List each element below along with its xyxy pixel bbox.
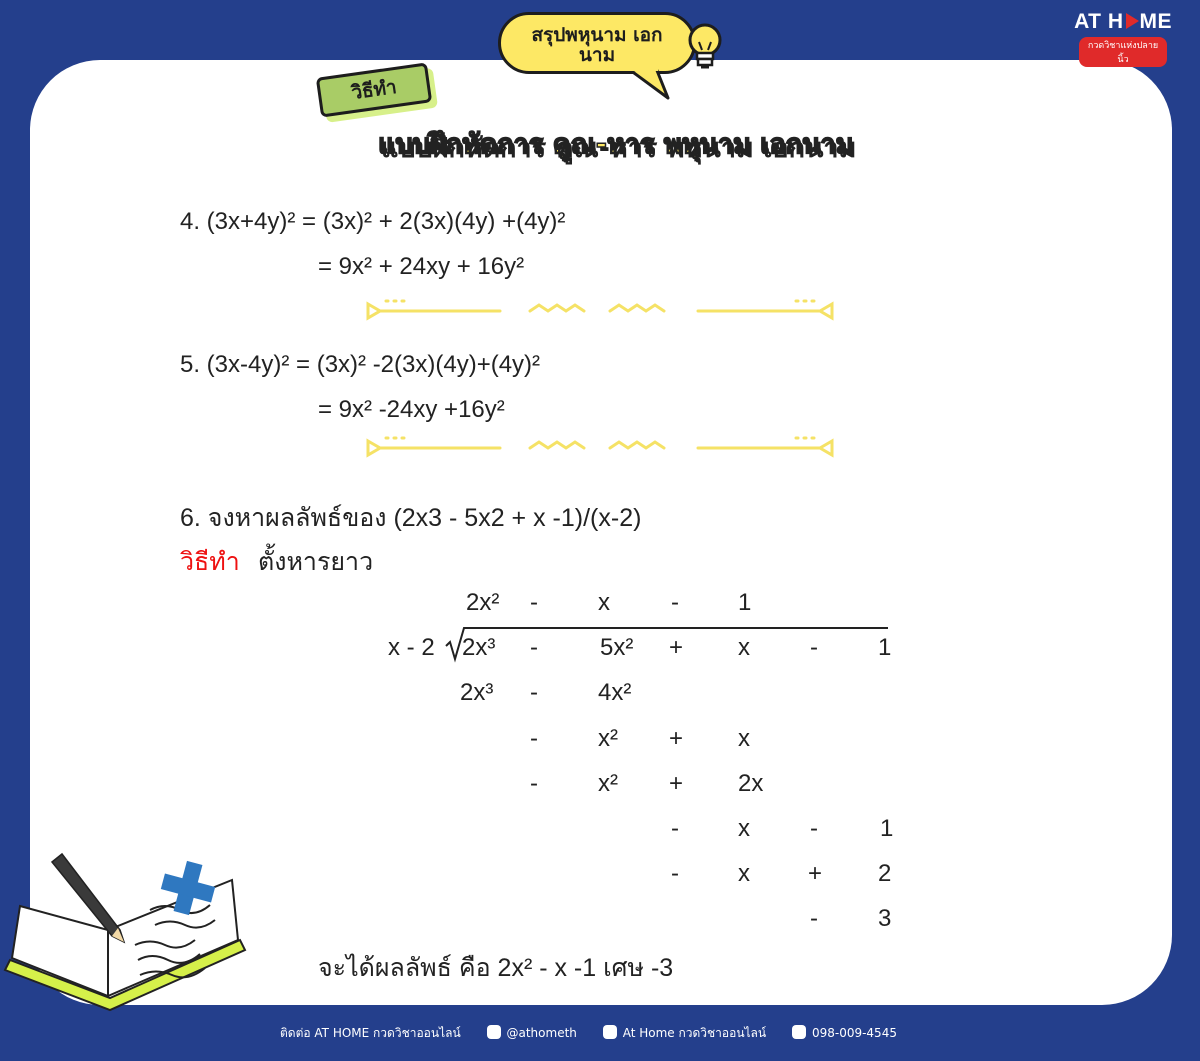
line-icon <box>487 1025 501 1039</box>
division-step-term: - <box>530 725 538 752</box>
division-step-term: + <box>808 860 823 887</box>
logo-subtitle: กวดวิชาแห่งปลายนิ้ว <box>1079 37 1167 67</box>
quotient-term: 1 <box>738 589 752 616</box>
dividend-term: 1 <box>878 634 892 661</box>
book-pencil-illustration <box>0 850 270 1040</box>
footer-facebook[interactable]: At Home กวดวิชาออนไลน์ <box>603 1026 766 1040</box>
division-bracket <box>444 624 890 664</box>
problem-4-line-2: = 9x² + 24xy + 16y² <box>318 253 525 280</box>
footer-contact: ติดต่อ AT HOME กวดวิชาออนไลน์ <box>280 1026 461 1040</box>
division-step-term: 2x³ <box>460 679 494 706</box>
footer-bar <box>280 1024 919 1043</box>
footer-line[interactable]: @athometh <box>487 1026 577 1040</box>
dividend-term: - <box>530 634 538 661</box>
division-step-term: 2x <box>738 770 764 797</box>
quotient-term: - <box>530 589 538 616</box>
division-step-term: - <box>530 770 538 797</box>
quotient-term: x <box>598 589 610 616</box>
bubble-tail <box>628 66 678 102</box>
remainder-term: 3 <box>878 905 892 932</box>
method-tag: วิธีทำ <box>316 62 432 117</box>
division-step-term: x² <box>598 725 618 752</box>
division-step-term: + <box>669 770 684 797</box>
problem-6-method-text: ตั้งหารยาว <box>258 548 374 576</box>
division-step-term: + <box>669 725 684 752</box>
quotient-term: 2x² <box>466 589 500 616</box>
facebook-icon <box>603 1025 617 1039</box>
dividend-term: 5x² <box>600 634 634 661</box>
logo-text: AT H ME <box>1074 10 1172 33</box>
problem-4-line-1: 4. (3x+4y)² = (3x)² + 2(3x)(4y) +(4y)² <box>180 208 566 235</box>
division-step-term: - <box>810 815 818 842</box>
footer-phone[interactable]: 098-009-4545 <box>792 1026 897 1040</box>
division-step-term: x <box>738 815 750 842</box>
problem-5-line-2: = 9x² -24xy +16y² <box>318 396 505 423</box>
division-step-term: 2 <box>878 860 892 887</box>
page-subtitle: แบบฝึกหัดการ คูณ-หาร พหุนาม เอกนาม <box>378 129 854 160</box>
squiggle-divider <box>364 296 838 324</box>
division-step-term: x <box>738 725 750 752</box>
problem-5-line-1: 5. (3x-4y)² = (3x)² -2(3x)(4y)+(4y)² <box>180 351 541 378</box>
at-home-logo[interactable] <box>1074 10 1172 67</box>
division-step-term: - <box>671 815 679 842</box>
division-step-term: - <box>671 860 679 887</box>
division-step-term: x² <box>598 770 618 797</box>
squiggle-divider <box>364 433 838 461</box>
dividend-term: x <box>738 634 750 661</box>
division-step-term: - <box>530 679 538 706</box>
dividend-term: 2x³ <box>462 634 496 661</box>
divisor: x - 2 <box>388 634 435 661</box>
phone-icon <box>792 1025 806 1039</box>
division-step-term: 1 <box>880 815 894 842</box>
division-step-term: 4x² <box>598 679 632 706</box>
quotient-term: - <box>671 589 679 616</box>
bubble-title: สรุปพหุนาม เอกนาม <box>531 24 663 66</box>
remainder-term: - <box>810 905 818 932</box>
answer-text: จะได้ผลลัพธ์ คือ 2x² - x -1 เศษ -3 <box>318 954 674 982</box>
dividend-term: - <box>810 634 818 661</box>
dividend-term: + <box>669 634 684 661</box>
play-icon <box>1126 13 1139 29</box>
problem-6-question: 6. จงหาผลลัพธ์ของ (2x3 - 5x2 + x -1)/(x-2) <box>180 504 642 532</box>
lightbulb-icon <box>684 20 726 76</box>
title-bubble <box>498 12 696 74</box>
division-step-term: x <box>738 860 750 887</box>
problem-6-method-label: วิธีทำ <box>180 548 240 576</box>
